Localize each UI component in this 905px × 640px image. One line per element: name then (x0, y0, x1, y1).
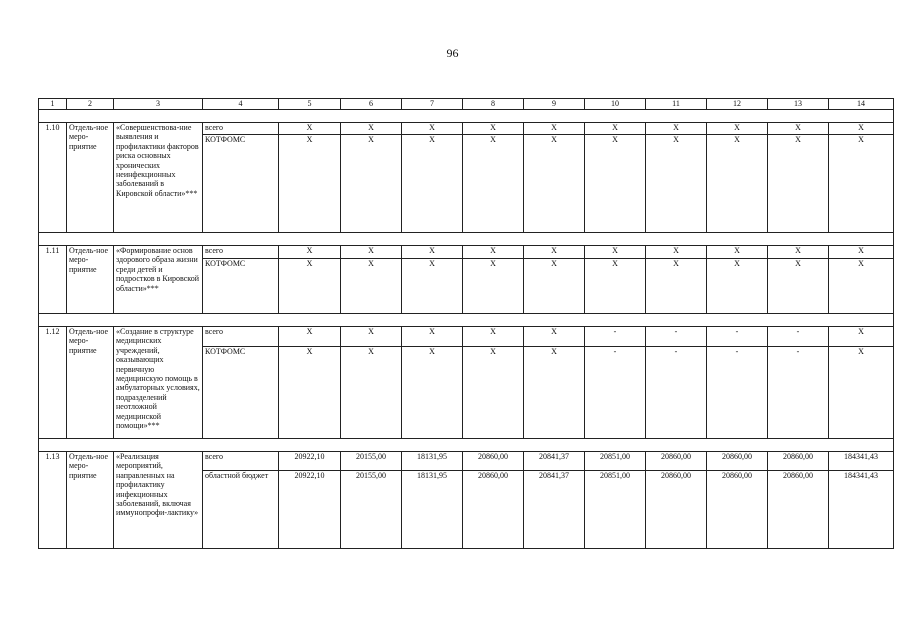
value-cell: X (341, 123, 402, 135)
funding-source: КОТФОМС (203, 135, 279, 233)
spacer-row (39, 314, 894, 327)
value-cell: X (829, 246, 894, 259)
value-cell: X (768, 246, 829, 259)
value-cell: - (585, 327, 646, 347)
table-row (39, 123, 894, 135)
value-cell: X (463, 347, 524, 439)
spacer-cell (39, 110, 894, 123)
value-cell: X (279, 123, 341, 135)
value-cell: X (463, 246, 524, 259)
value-cell: X (829, 327, 894, 347)
value-cell: X (829, 259, 894, 314)
budget-table (38, 98, 894, 549)
value-cell: X (646, 123, 707, 135)
value-cell: 18131,95 (402, 452, 463, 471)
value-cell: X (341, 327, 402, 347)
column-header-12: 12 (707, 99, 768, 110)
value-cell: X (829, 135, 894, 233)
value-cell: 20860,00 (463, 452, 524, 471)
value-cell: X (829, 123, 894, 135)
value-cell: 20860,00 (463, 471, 524, 549)
value-cell: X (829, 347, 894, 439)
value-cell: X (585, 246, 646, 259)
table-row (39, 327, 894, 347)
value-cell: 20860,00 (768, 471, 829, 549)
table-row (39, 452, 894, 471)
value-cell: 20860,00 (707, 452, 768, 471)
value-cell: X (768, 259, 829, 314)
value-cell: X (279, 347, 341, 439)
value-cell: X (646, 246, 707, 259)
funding-source: всего (203, 246, 279, 259)
value-cell: X (707, 123, 768, 135)
row-type: Отдель-ное меро-приятие (67, 327, 114, 439)
column-header-7: 7 (402, 99, 463, 110)
funding-source: областной бюджет (203, 471, 279, 549)
value-cell: X (341, 259, 402, 314)
value-cell: X (279, 246, 341, 259)
column-header-6: 6 (341, 99, 402, 110)
value-cell: X (463, 123, 524, 135)
value-cell: X (341, 135, 402, 233)
spacer-row (39, 110, 894, 123)
value-cell: X (341, 246, 402, 259)
funding-source: всего (203, 123, 279, 135)
column-header-13: 13 (768, 99, 829, 110)
column-header-8: 8 (463, 99, 524, 110)
value-cell: X (707, 246, 768, 259)
spacer-cell (39, 314, 894, 327)
header-row (39, 99, 894, 110)
funding-source: всего (203, 452, 279, 471)
value-cell: X (341, 347, 402, 439)
value-cell: - (585, 347, 646, 439)
value-cell: 20155,00 (341, 452, 402, 471)
value-cell: X (402, 123, 463, 135)
value-cell: X (524, 123, 585, 135)
value-cell: - (768, 347, 829, 439)
value-cell: - (707, 347, 768, 439)
column-header-14: 14 (829, 99, 894, 110)
value-cell: X (768, 123, 829, 135)
row-type: Отдель-ное меро-приятие (67, 246, 114, 314)
value-cell: X (707, 135, 768, 233)
funding-source: КОТФОМС (203, 259, 279, 314)
value-cell: X (463, 259, 524, 314)
value-cell: 20860,00 (646, 452, 707, 471)
value-cell: X (585, 123, 646, 135)
column-header-4: 4 (203, 99, 279, 110)
funding-source: КОТФОМС (203, 347, 279, 439)
value-cell: 20155,00 (341, 471, 402, 549)
value-cell: 184341,43 (829, 452, 894, 471)
value-cell: - (768, 327, 829, 347)
value-cell: 20851,00 (585, 452, 646, 471)
row-number: 1.13 (39, 452, 67, 549)
row-number: 1.12 (39, 327, 67, 439)
measure-name: «Создание в структуре медицинских учреждений, оказывающих первичную медицинскую помощь в амбулаторных условиях, подразделений неотложной медицинской помощи»*** (114, 327, 203, 439)
value-cell: 20922,10 (279, 452, 341, 471)
value-cell: 20860,00 (707, 471, 768, 549)
value-cell: X (402, 347, 463, 439)
value-cell: X (524, 246, 585, 259)
column-header-11: 11 (646, 99, 707, 110)
value-cell: X (646, 259, 707, 314)
value-cell: X (524, 347, 585, 439)
value-cell: 184341,43 (829, 471, 894, 549)
measure-name: «Совершенствова-ние выявления и профилактики факторов риска основных хронических неинфекционных заболеваний в Кировской области»*** (114, 123, 203, 233)
value-cell: - (707, 327, 768, 347)
value-cell: X (463, 327, 524, 347)
row-number: 1.10 (39, 123, 67, 233)
spacer-row (39, 233, 894, 246)
value-cell: 20922,10 (279, 471, 341, 549)
column-header-1: 1 (39, 99, 67, 110)
row-type: Отдель-ное меро-приятие (67, 123, 114, 233)
spacer-cell (39, 233, 894, 246)
value-cell: 20860,00 (646, 471, 707, 549)
value-cell: 20851,00 (585, 471, 646, 549)
column-header-10: 10 (585, 99, 646, 110)
value-cell: X (524, 259, 585, 314)
value-cell: X (402, 259, 463, 314)
value-cell: 20841,37 (524, 452, 585, 471)
value-cell: X (768, 135, 829, 233)
value-cell: X (524, 327, 585, 347)
table-row (39, 246, 894, 259)
value-cell: X (585, 259, 646, 314)
value-cell: X (402, 246, 463, 259)
value-cell: X (463, 135, 524, 233)
measure-name: «Реализация мероприятий, направленных на профилактику инфекционных заболеваний, включая иммунопрофи-лактику» (114, 452, 203, 549)
value-cell: 18131,95 (402, 471, 463, 549)
value-cell: X (279, 327, 341, 347)
value-cell: 20860,00 (768, 452, 829, 471)
value-cell: X (646, 135, 707, 233)
value-cell: X (279, 135, 341, 233)
value-cell: X (585, 135, 646, 233)
column-header-2: 2 (67, 99, 114, 110)
value-cell: X (707, 259, 768, 314)
value-cell: X (279, 259, 341, 314)
value-cell: X (402, 135, 463, 233)
funding-source: всего (203, 327, 279, 347)
value-cell: X (402, 327, 463, 347)
spacer-cell (39, 439, 894, 452)
row-type: Отдель-ное меро-приятие (67, 452, 114, 549)
value-cell: - (646, 327, 707, 347)
measure-name: «Формирование основ здорового образа жизни среди детей и подростков в Кировской области»*** (114, 246, 203, 314)
value-cell: X (524, 135, 585, 233)
column-header-3: 3 (114, 99, 203, 110)
row-number: 1.11 (39, 246, 67, 314)
value-cell: - (646, 347, 707, 439)
column-header-5: 5 (279, 99, 341, 110)
spacer-row (39, 439, 894, 452)
page-number: 96 (446, 46, 459, 60)
column-header-9: 9 (524, 99, 585, 110)
value-cell: 20841,37 (524, 471, 585, 549)
